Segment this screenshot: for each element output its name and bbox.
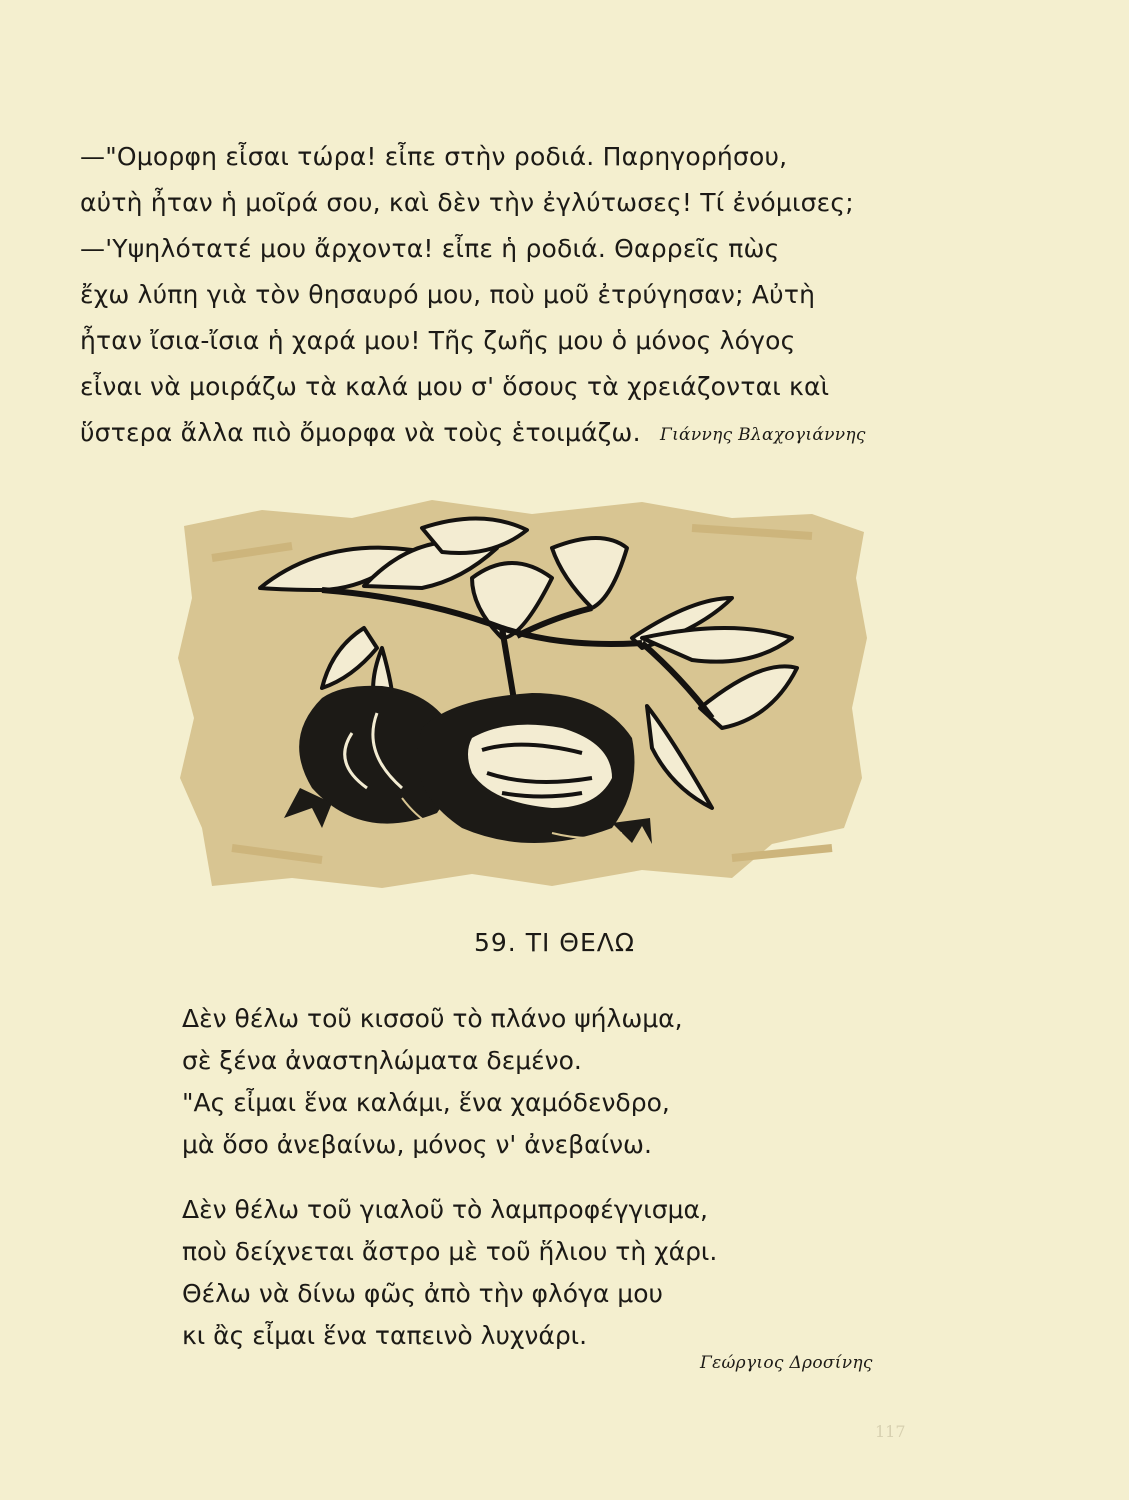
verse-line: Δὲν θέλω τοῦ γιαλοῦ τὸ λαμπροφέγγισμα, bbox=[182, 1195, 708, 1224]
poem-author: Γεώργιος Δροσίνης bbox=[700, 1353, 873, 1373]
poem-stanza bbox=[182, 998, 683, 1166]
prose-line: αὐτὴ ἦταν ἡ μοῖρά σου, καὶ δὲν τὴν ἐγλύτωσες! Τί ἐνόμισες; bbox=[80, 188, 854, 217]
verse-line: "Ας εἶμαι ἕνα καλάμι, ἕνα χαμόδενδρο, bbox=[182, 1088, 670, 1117]
poem-title: 59. ΤΙ ΘΕΛΩ bbox=[474, 928, 635, 957]
poem-stanza bbox=[182, 1189, 717, 1357]
prose-passage bbox=[80, 134, 940, 456]
prose-line: —"Ομορφη εἶσαι τώρα! εἶπε στὴν ροδιά. Παρηγορήσου, bbox=[80, 142, 788, 171]
prose-line: ἦταν ἴσια-ἴσια ἡ χαρά μου! Τῆς ζωῆς μου ὁ μόνος λόγος bbox=[80, 326, 796, 355]
verse-line: Δὲν θέλω τοῦ κισσοῦ τὸ πλάνο ψήλωμα, bbox=[182, 1004, 683, 1033]
page-number: 117 bbox=[875, 1422, 906, 1441]
verse-line: ποὺ δείχνεται ἄστρο μὲ τοῦ ἥλιου τὴ χάρι. bbox=[182, 1237, 718, 1266]
pomegranate-illustration-icon bbox=[172, 488, 872, 908]
prose-line: ὕστερα ἄλλα πιὸ ὄμορφα νὰ τοὺς ἑτοιμάζω. bbox=[80, 418, 641, 447]
verse-line: κι ἂς εἶμαι ἕνα ταπεινὸ λυχνάρι. bbox=[182, 1321, 588, 1350]
prose-line: ἔχω λύπη γιὰ τὸν θησαυρό μου, ποὺ μοῦ ἐτρύγησαν; Αὐτὴ bbox=[80, 280, 816, 309]
prose-author: Γιάννης Βλαχογιάννης bbox=[660, 425, 866, 445]
prose-line: —'Υψηλότατέ μου ἄρχοντα! εἶπε ἡ ροδιά. Θαρρεῖς πὼς bbox=[80, 234, 780, 263]
verse-line: σὲ ξένα ἀναστηλώματα δεμένο. bbox=[182, 1046, 582, 1075]
verse-line: Θέλω νὰ δίνω φῶς ἀπὸ τὴν φλόγα μου bbox=[182, 1279, 663, 1308]
prose-line: εἶναι νὰ μοιράζω τὰ καλά μου σ' ὅσους τὰ χρειάζονται καὶ bbox=[80, 372, 830, 401]
verse-line: μὰ ὅσο ἀνεβαίνω, μόνος ν' ἀνεβαίνω. bbox=[182, 1130, 652, 1159]
